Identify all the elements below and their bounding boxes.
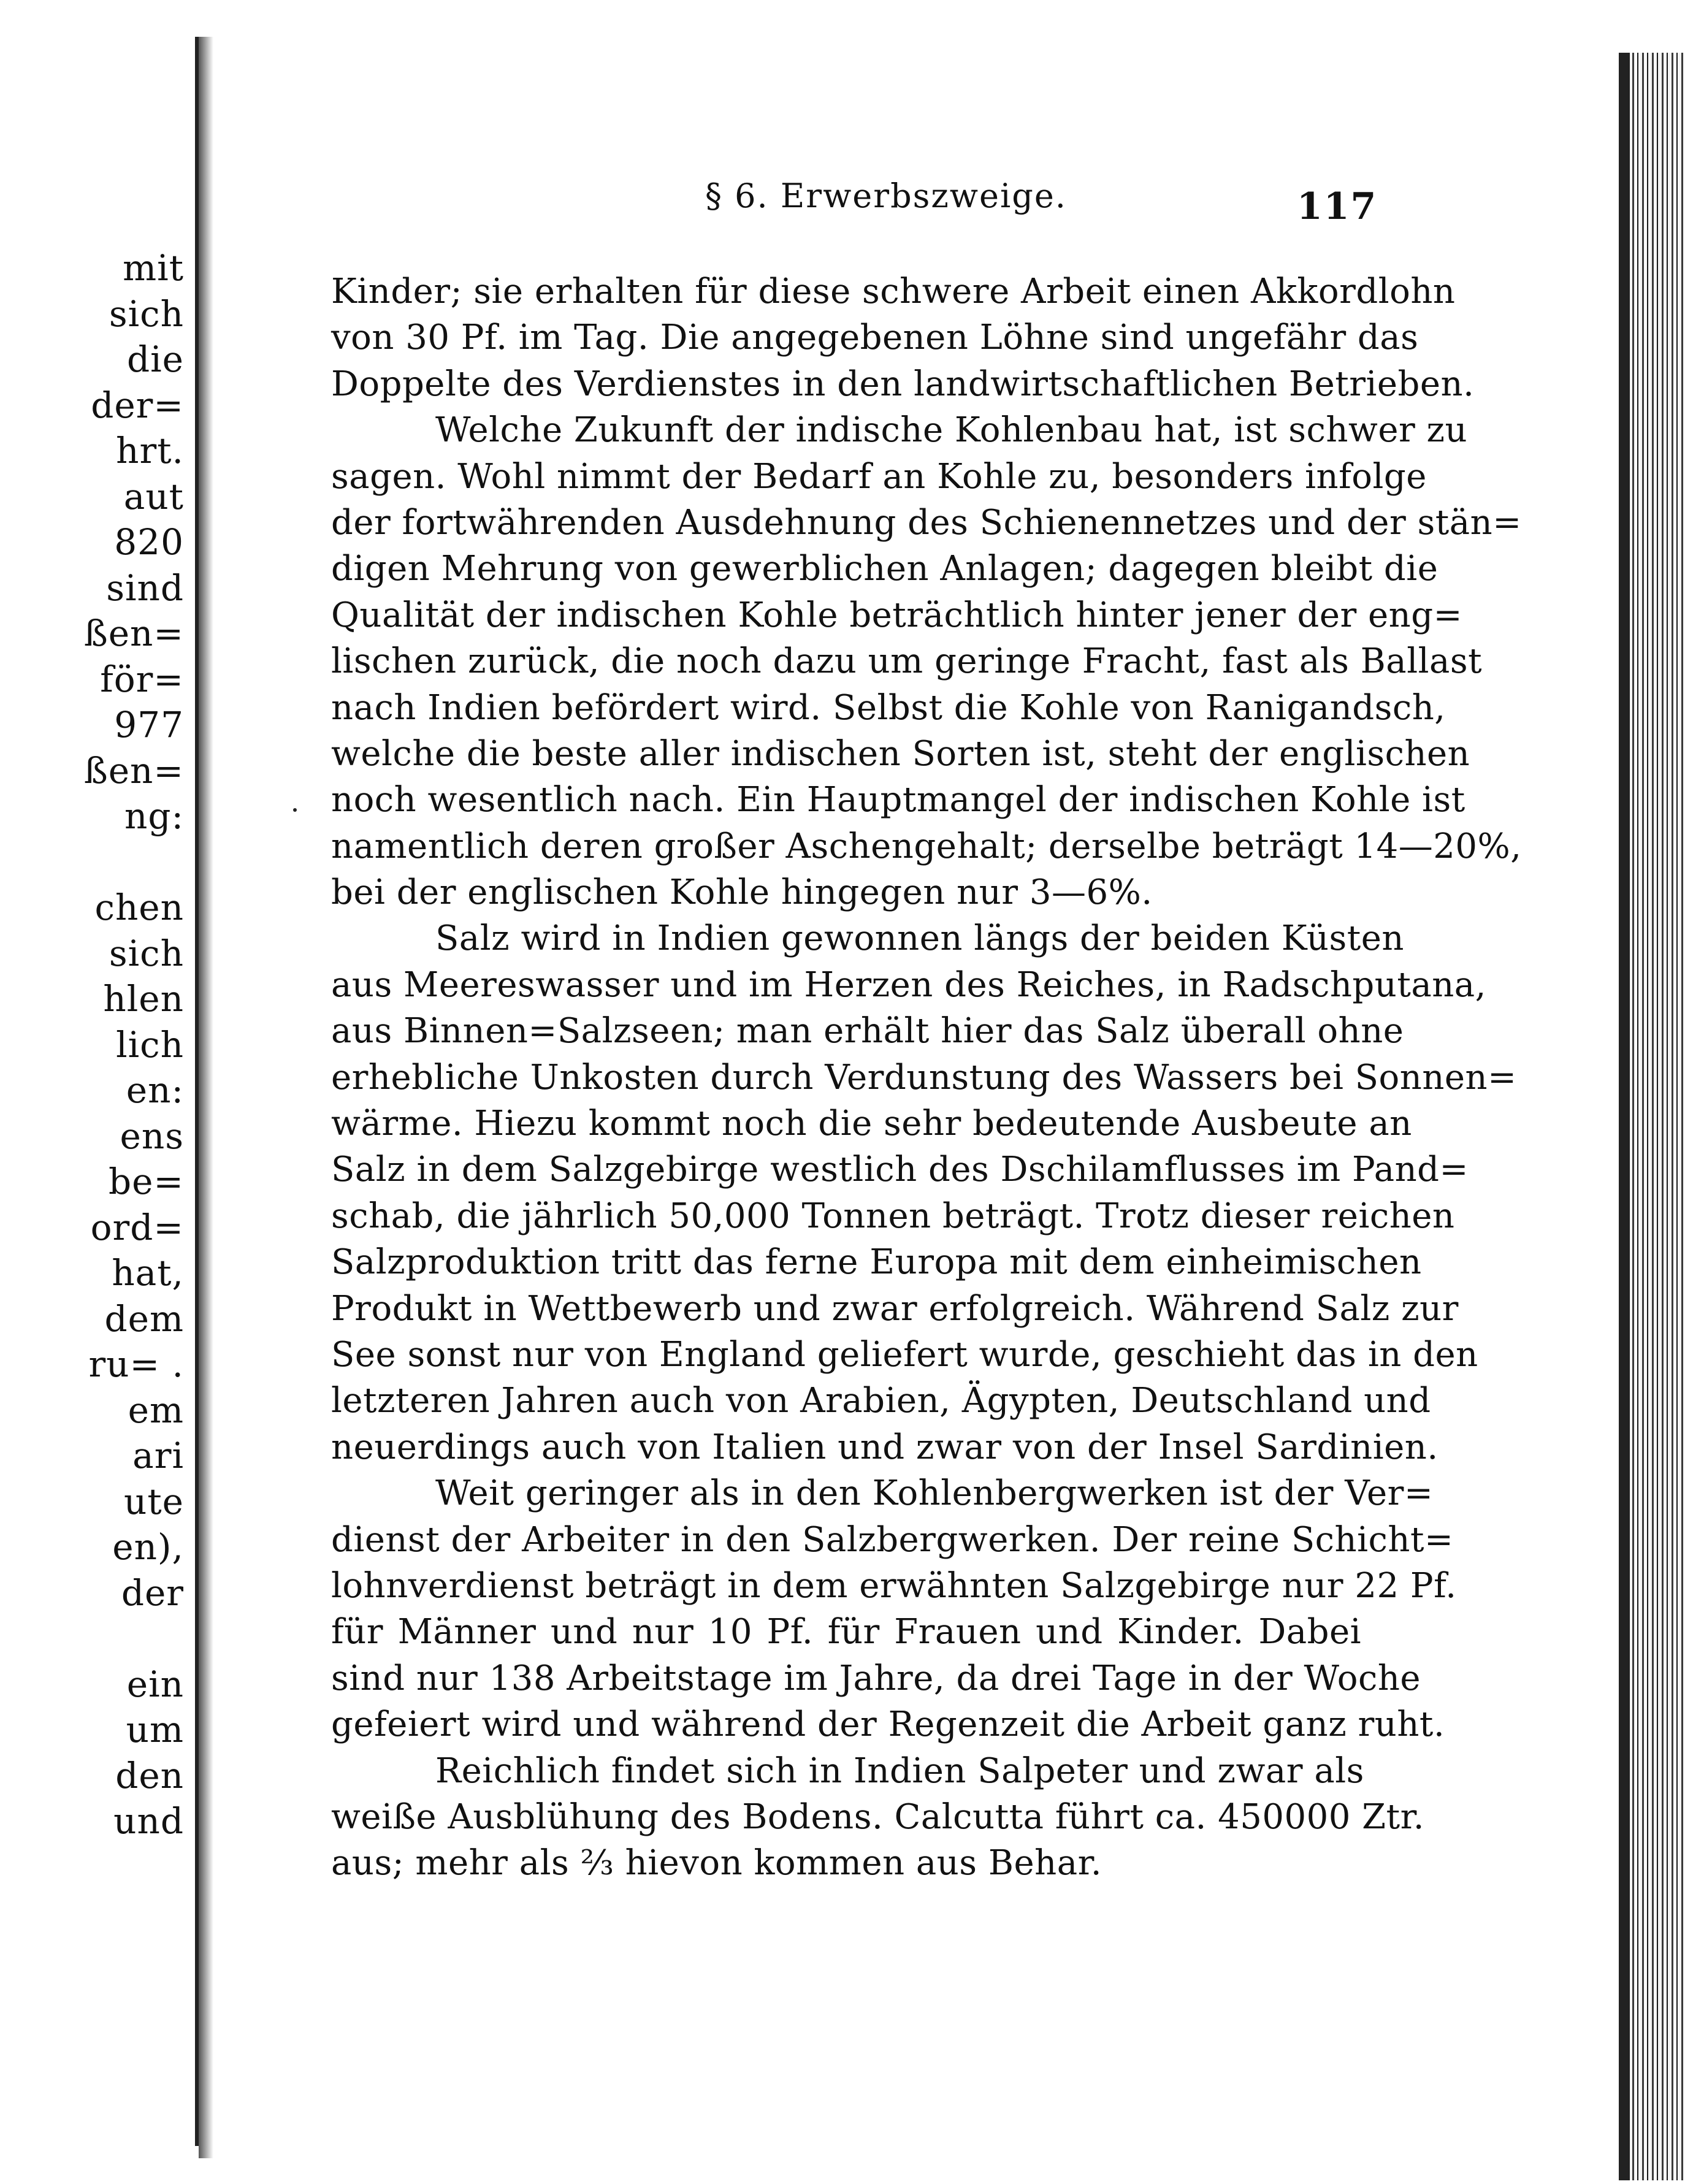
facing-line: hlen	[103, 978, 184, 1020]
facing-line: ord=	[90, 1206, 184, 1248]
text-line: sind nur 138 Arbeitstage im Jahre, da drei Tage in der Woche	[331, 1658, 1421, 1698]
text-line: namentlich deren großer Aschengehalt; derselbe beträgt 14—20%,	[331, 826, 1522, 866]
text-line: aus; mehr als ⅔ hievon kommen aus Behar.	[331, 1843, 1102, 1884]
text-line: Doppelte des Verdienstes in den landwirtschaftlichen Betrieben.	[331, 364, 1475, 404]
text-line: bei der englischen Kohle hingegen nur 3—6%.	[331, 872, 1153, 913]
facing-line: ßen=	[83, 613, 184, 654]
facing-line: der=	[91, 384, 184, 426]
facing-line: sich	[109, 932, 184, 974]
text-line: Kinder; sie erhalten für diese schwere Arbeit einen Akkordlohn	[331, 272, 1456, 311]
text-line: See sonst nur von England geliefert wurde, geschieht das in den	[331, 1334, 1478, 1375]
facing-line: ng:	[124, 795, 184, 837]
facing-line: 820	[114, 521, 184, 563]
facing-line: lich	[116, 1023, 184, 1066]
text-line: der fortwährenden Ausdehnung des Schienennetzes und der stän=	[331, 502, 1522, 543]
facing-line: und	[113, 1800, 184, 1842]
text-line: noch wesentlich nach. Ein Hauptmangel der indischen Kohle ist	[331, 780, 1465, 820]
facing-line: 977	[114, 704, 184, 746]
facing-line: aut	[123, 475, 184, 517]
text-line: wärme. Hiezu kommt noch die sehr bedeutende Ausbeute an	[331, 1104, 1412, 1144]
facing-line: em	[128, 1389, 184, 1431]
facing-page-line-ends	[84, 245, 184, 1844]
text-line: sagen. Wohl nimmt der Bedarf an Kohle zu, besonders infolge	[331, 456, 1427, 497]
facing-line: en),	[112, 1526, 184, 1568]
facing-page-fragment	[0, 37, 199, 2146]
facing-line	[84, 839, 184, 885]
text-line: Weit geringer als in den Kohlenbergwerken ist der Ver=	[435, 1473, 1434, 1514]
text-line: erhebliche Unkosten durch Verdunstung des Wassers bei Sonnen=	[331, 1057, 1517, 1098]
page-edge-line	[1619, 53, 1630, 2180]
binding-gutter	[199, 37, 213, 2158]
facing-line	[84, 1616, 184, 1662]
facing-line: hat,	[112, 1252, 184, 1294]
facing-line: chen	[94, 887, 184, 928]
facing-line: den	[115, 1754, 184, 1796]
running-header: § 6. Erwerbszweige.	[705, 177, 1067, 215]
facing-line: för=	[100, 658, 184, 700]
facing-line: ein	[126, 1663, 184, 1705]
text-line: neuerdings auch von Italien und zwar von der Insel Sardinien.	[331, 1427, 1439, 1467]
page-number: 117	[1297, 185, 1378, 228]
text-line: gefeiert wird und während der Regenzeit die Arbeit ganz ruht.	[331, 1705, 1445, 1745]
text-line: letzteren Jahren auch von Arabien, Ägypten, Deutschland und	[331, 1381, 1431, 1421]
facing-line: en:	[126, 1069, 184, 1111]
facing-line: der	[121, 1571, 184, 1614]
scan-speck	[293, 808, 297, 812]
text-line: lohnverdienst beträgt in dem erwähnten Salzgebirge nur 22 Pf.	[331, 1565, 1457, 1606]
text-line: Salz wird in Indien gewonnen längs der beiden Küsten	[435, 918, 1404, 959]
text-line: dienst der Arbeiter in den Salzbergwerken. Der reine Schicht=	[331, 1519, 1454, 1560]
facing-line: hrt.	[116, 430, 184, 472]
body-text	[331, 269, 1522, 1887]
facing-line: um	[126, 1709, 184, 1751]
text-line: nach Indien befördert wird. Selbst die Kohle von Ranigandsch,	[331, 687, 1446, 728]
text-line: welche die beste aller indischen Sorten ist, steht der englischen	[331, 733, 1470, 774]
facing-line: be=	[108, 1161, 184, 1202]
facing-line: sind	[106, 567, 184, 609]
facing-line: sich	[109, 292, 184, 335]
facing-line: ru= .	[88, 1343, 184, 1385]
text-line: Salz in dem Salzgebirge westlich des Dschilamflusses im Pand=	[331, 1150, 1469, 1190]
text-line: weiße Ausblühung des Bodens. Calcutta führt ca. 450000 Ztr.	[331, 1796, 1424, 1837]
facing-line: ute	[124, 1480, 184, 1522]
text-line: Qualität der indischen Kohle beträchtlich hinter jener der eng=	[331, 595, 1463, 635]
facing-line: die	[126, 338, 184, 380]
text-line: aus Binnen=Salzseen; man erhält hier das Salz überall ohne	[331, 1011, 1404, 1052]
text-line: Reichlich findet sich in Indien Salpeter und zwar als	[435, 1751, 1364, 1791]
facing-line: ari	[132, 1435, 184, 1476]
facing-line: dem	[104, 1297, 184, 1340]
facing-line: ßen=	[83, 749, 184, 792]
text-line: digen Mehrung von gewerblichen Anlagen; dagegen bleibt die	[331, 549, 1439, 589]
text-line: schab, die jährlich 50,000 Tonnen beträgt. Trotz dieser reichen	[331, 1196, 1455, 1236]
facing-line: ens	[120, 1115, 184, 1157]
text-line: lischen zurück, die noch dazu um geringe Fracht, fast als Ballast	[331, 641, 1483, 682]
text-line: für Männer und nur 10 Pf. für Frauen und Kinder. Dabei	[331, 1612, 1361, 1652]
text-line: von 30 Pf. im Tag. Die angegebenen Löhne sind ungefähr das	[331, 318, 1419, 358]
facing-line: mit	[123, 247, 184, 289]
text-line: aus Meereswasser und im Herzen des Reiches, in Radschputana,	[331, 964, 1486, 1005]
text-line: Salzproduktion tritt das ferne Europa mit dem einheimischen	[331, 1242, 1422, 1283]
text-line: Produkt in Wettbewerb und zwar erfolgreich. Während Salz zur	[331, 1288, 1459, 1329]
text-line: Welche Zukunft der indische Kohlenbau hat, ist schwer zu	[435, 410, 1468, 451]
